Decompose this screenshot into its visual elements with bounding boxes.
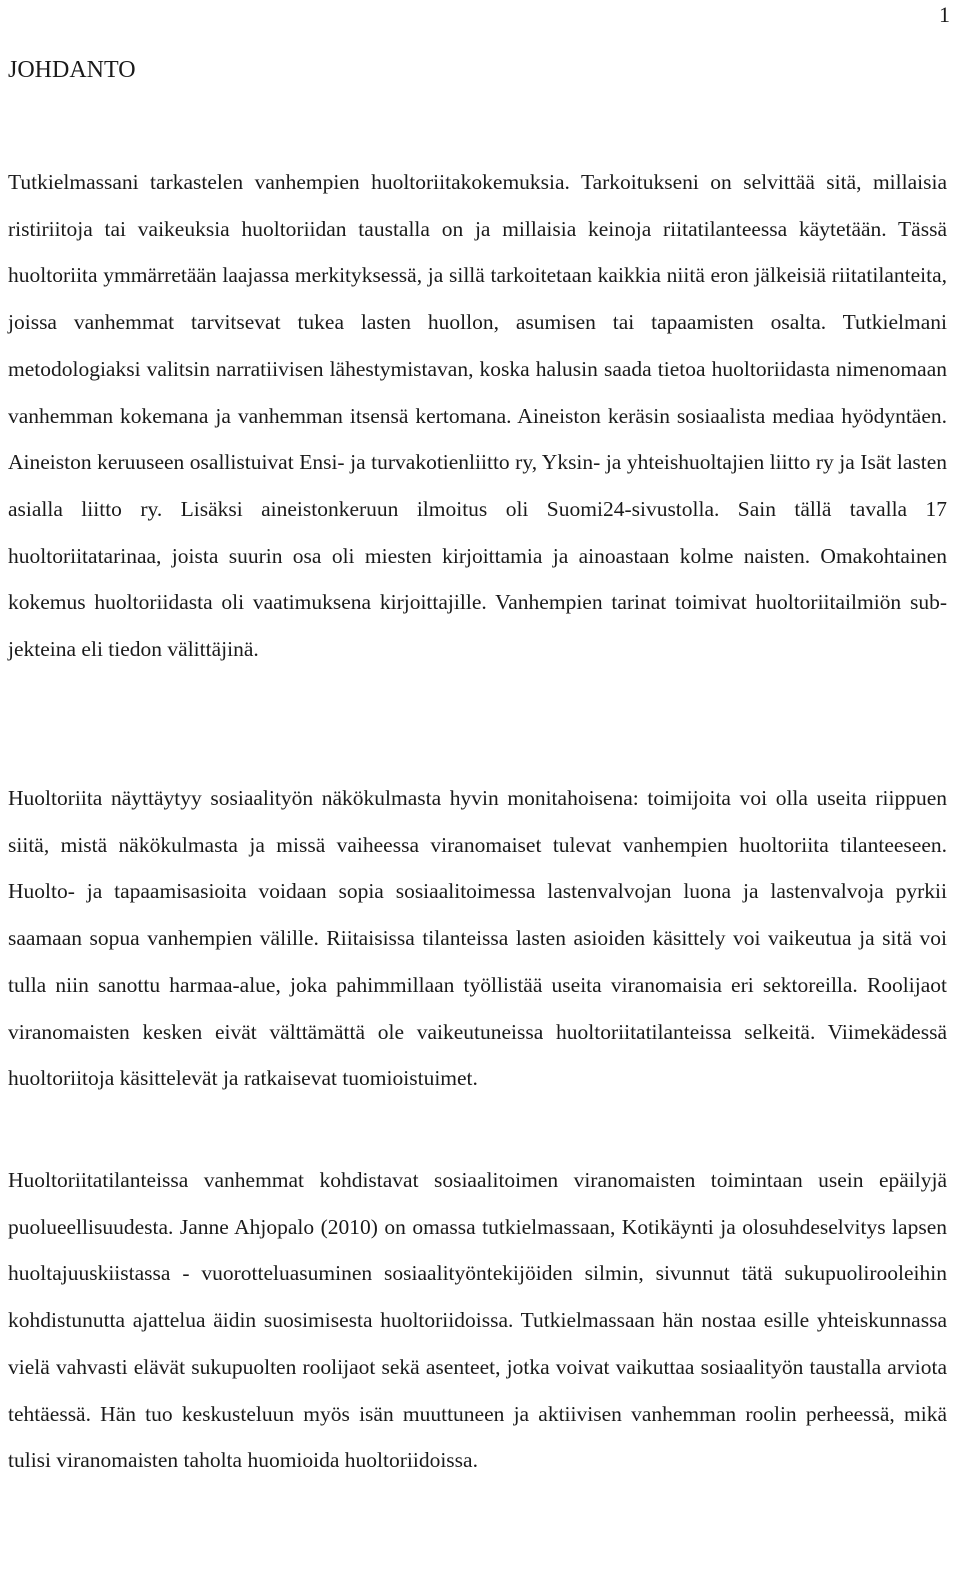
- paragraph-2: Huoltoriita näyttäytyy sosiaalityön näkökulmasta hyvin monitahoisena: toimijoita voi olla useita riippuen siitä, mistä näkökulmasta ja missä vaiheessa viranomaiset tulevat vanhempien huoltoriita tilanteeseen. Huolto- ja tapaamisasioita voidaan sopia sosiaalitoimessa lastenvalvojan luona ja lastenvalvoja pyrkii saamaan sopua vanhempien välille. Riitaisissa tilanteissa lasten asioiden käsittely voi vaikeutua ja sitä voi tulla niin sanottu harmaa-alue, joka pahimmillaan työllistää useita viranomaisia eri sektoreilla. Roolijaot viranomaisten kesken eivät välttämättä ole vaikeutuneissa huoltoriitatilanteissa selkeitä. Viimekädessä huoltoriitoja käsittelevät ja ratkaisevat tuomioistuimet.: [8, 786, 947, 1091]
- chapter-heading: JOHDANTO: [8, 57, 136, 83]
- page-number: 1: [939, 2, 950, 27]
- paragraph-3: Huoltoriitatilanteissa vanhemmat kohdistavat sosiaalitoimen viranomaisten toimintaan usein epäilyjä puolueellisuudesta. Janne Ahjopalo (2010) on omassa tutkielmassaan, Kotikäynti ja olosuhdeselvitys lapsen huoltajuuskiistassa - vuorotteluasuminen sosiaalityöntekijöiden silmin, sivunnut tätä sukupuolirooleihin kohdistunutta ajattelua äidin suosimisesta huoltoriidoissa. Tutkielmassaan hän nostaa esille yhteiskunnassa vielä vahvasti elävät sukupuolten roolijaot sekä asenteet, jotka voivat vaikuttaa sosiaalityön taustalla arviota tehtäessä. Hän tuo keskusteluun myös isän muuttuneen ja aktiivisen vanhemman roolin perheessä, mikä tulisi viranomaisten taholta huomioida huoltoriidoissa.: [8, 1168, 947, 1473]
- paragraph-1: Tutkielmassani tarkastelen vanhempien huoltoriitakokemuksia. Tarkoitukseni on selvittää sitä, millaisia ristiriitoja tai vaikeuksia huoltoriidan taustalla on ja millaisia keinoja riitatilanteessa käytetään. Tässä huoltoriita ymmärretään laajassa merkityksessä, ja sillä tarkoitetaan kaikkia niitä eron jälkeisiä riitatilanteita, joissa vanhemmat tarvitsevat tukea lasten huollon, asumisen tai tapaamisten osalta. Tutkielmani metodologiaksi valitsin narratiivisen lähestymistavan, koska halusin saada tietoa huoltoriidasta nimenomaan vanhemman kokemana ja vanhemman itsensä kertomana. Aineiston keräsin sosiaalista mediaa hyödyntäen. Aineiston keruuseen osallistuivat Ensi- ja turvakotienliitto ry, Yksin- ja yhteishuoltajien liitto ry ja Isät lasten asialla liitto ry. Lisäksi aineistonkeruun ilmoitus oli Suomi24-sivustolla. Sain tällä tavalla 17 huoltoriitatarinaa, joista suurin osa oli miesten kirjoittamia ja ainoastaan kolme naisten. Omakohtainen kokemus huoltoriidasta oli vaatimuksena kirjoittajille. Vanhempien tarinat toimivat huoltoriitailmiön subjekteina eli tiedon välittäjinä.: [8, 170, 947, 662]
